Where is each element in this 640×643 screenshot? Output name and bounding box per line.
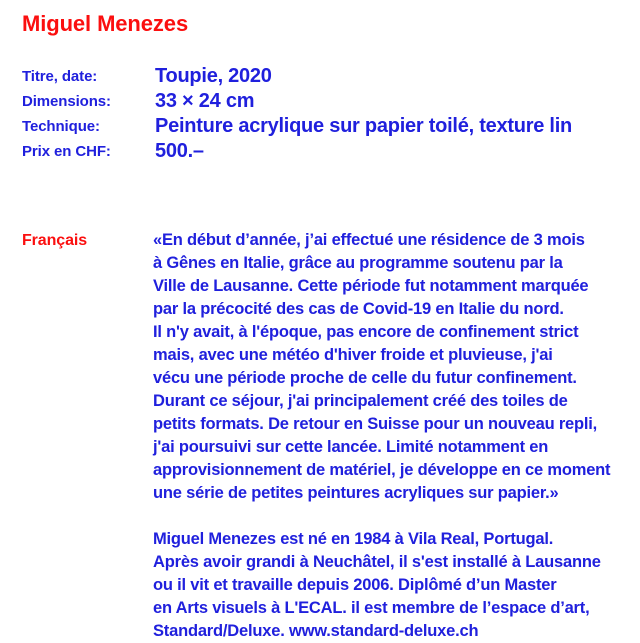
table-row [22,89,632,114]
metadata-table [22,64,632,164]
statement-line: par la précocité des cas de Covid-19 en Italie du nord. [153,300,564,318]
paragraph-spacer [153,505,639,528]
metadata-value-price: 500.– [155,140,204,162]
page-title: Miguel Menezes [22,11,189,36]
metadata-label-technique: Technique: [22,118,100,135]
biography-line: Après avoir grandi à Neuchâtel, il s'est installé à Lausanne [153,553,601,571]
biography-line: Miguel Menezes est né en 1984 à Vila Real, Portugal. [153,530,554,548]
table-row [22,64,632,89]
statement-line: vécu une période proche de celle du futur confinement. [153,369,577,387]
table-row [22,114,632,139]
metadata-label-dimensions: Dimensions: [22,93,111,110]
biography-line: ou il vit et travaille depuis 2006. Diplômé d’un Master [153,576,557,594]
statement-line: Durant ce séjour, j'ai principalement créé des toiles de [153,392,568,410]
metadata-value-dimensions: 33 × 24 cm [155,90,255,112]
text-column [153,229,639,643]
biography-line: en Arts visuels à L'ECAL. il est membre de l’espace d’art, [153,599,590,617]
table-row [22,139,632,164]
statement-line: mais, avec une météo d'hiver froide et pluvieuse, j'ai [153,346,553,364]
statement-line: Ville de Lausanne. Cette période fut notamment marquée [153,277,589,295]
statement-line: j'ai poursuivi sur cette lancée. Limité notamment en [153,438,549,456]
metadata-label-title-date: Titre, date: [22,68,98,85]
statement-line: «En début d’année, j’ai effectué une résidence de 3 mois [153,231,585,249]
statement-line: une série de petites peintures acryliques sur papier.» [153,484,559,502]
artist-statement-paragraph [153,229,639,505]
statement-line: petits formats. De retour en Suisse pour un nouveau repli, [153,415,598,433]
artist-biography-paragraph [153,528,639,643]
statement-line: à Gênes en Italie, grâce au programme soutenu par la [153,254,563,272]
statement-line: approvisionnement de matériel, je développe en ce moment [153,461,611,479]
language-label-french: Français [22,232,88,249]
metadata-value-title-date: Toupie, 2020 [155,65,272,87]
metadata-label-price: Prix en CHF: [22,143,111,160]
statement-line: Il n'y avait, à l'époque, pas encore de confinement strict [153,323,579,341]
biography-line-with-website: Standard/Deluxe. www.standard-deluxe.ch [153,622,479,640]
metadata-value-technique: Peinture acrylique sur papier toilé, texture lin [155,115,573,137]
